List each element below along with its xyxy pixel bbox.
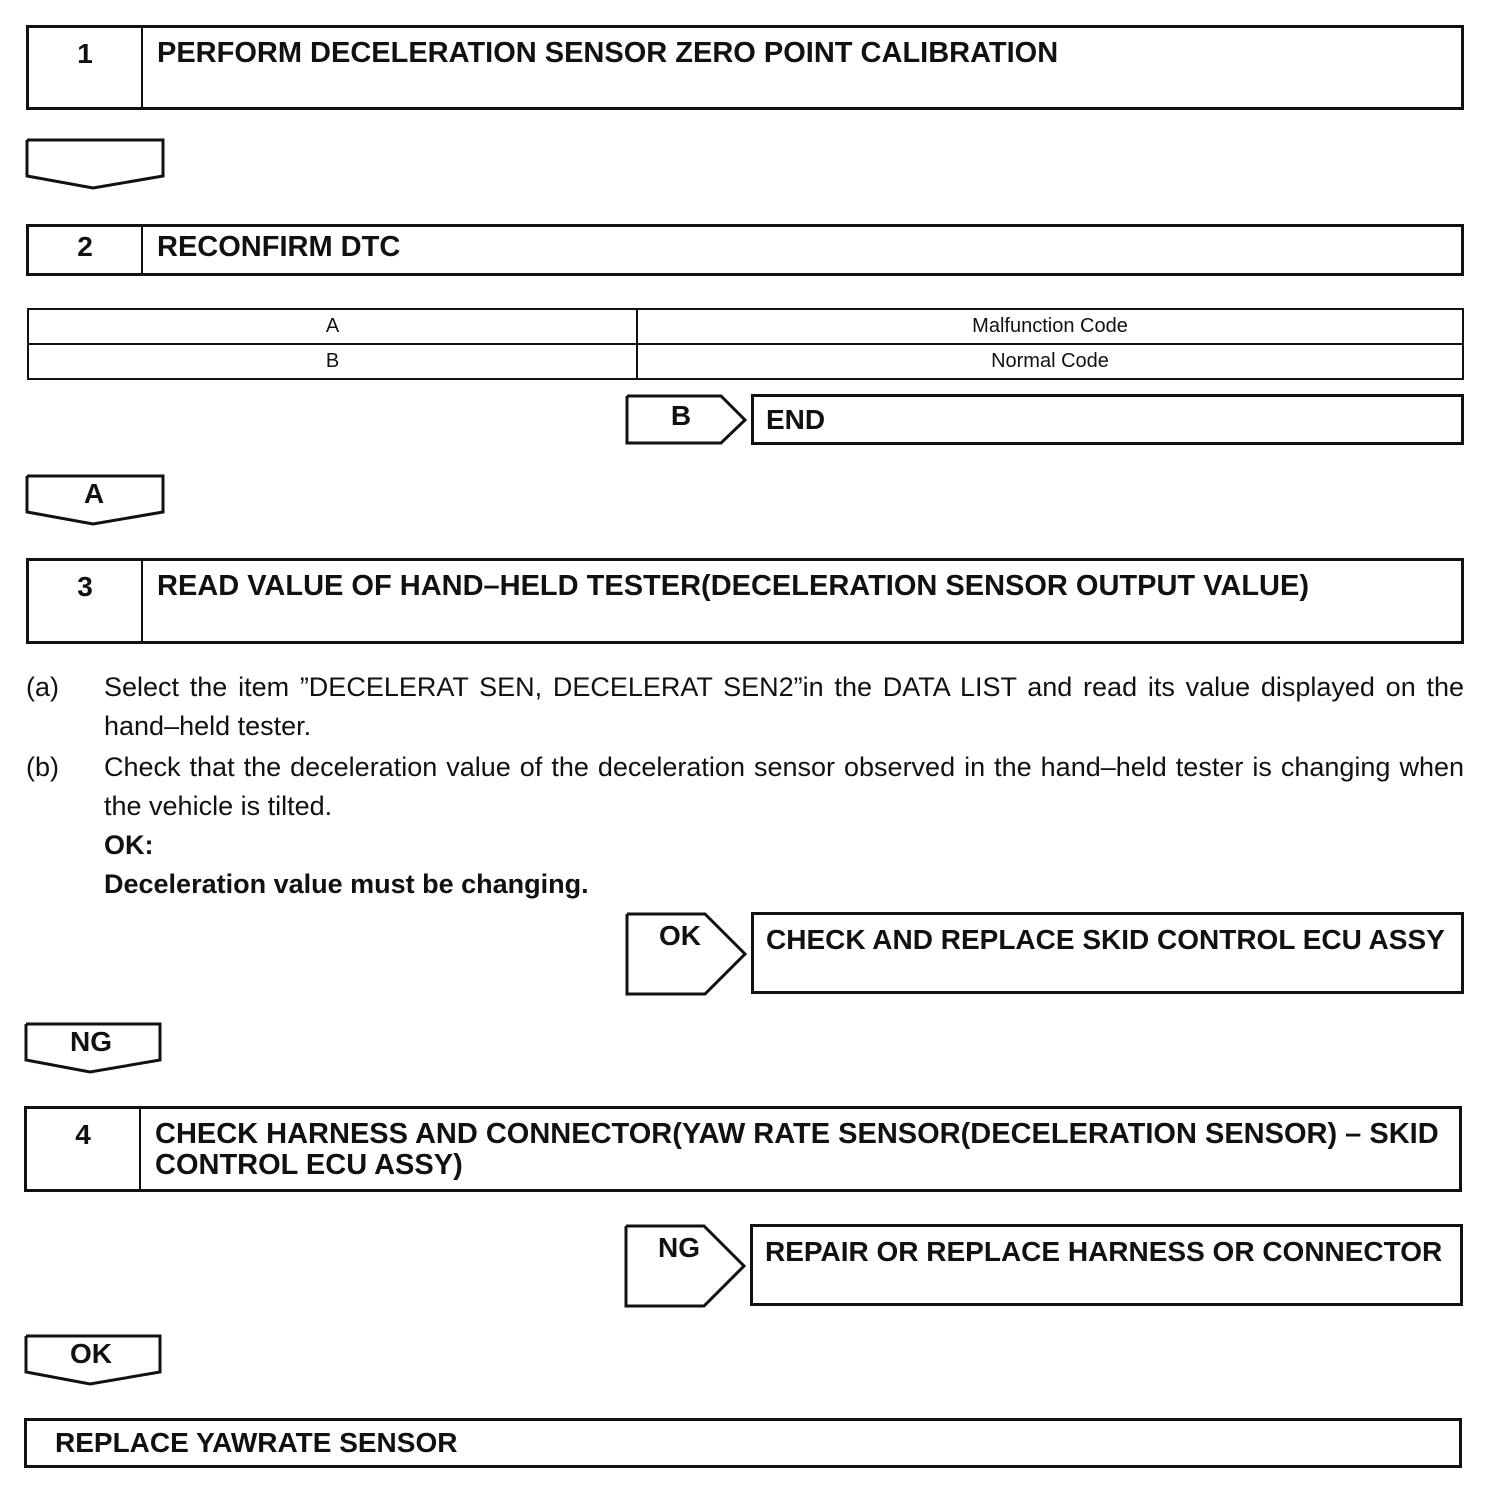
table-cell-result: B [28, 344, 637, 379]
down-arrow-icon [25, 138, 165, 192]
flow-arrow-1 [25, 138, 163, 192]
branch-ok3-tag [625, 912, 749, 994]
procedure-spacer [26, 826, 104, 865]
step-2-title: RECONFIRM DTC [157, 231, 401, 263]
branch-ng4-tag [624, 1224, 748, 1306]
branch-ok3-result-box [751, 912, 1464, 994]
branch-ok3-result: CHECK AND REPLACE SKID CONTROL ECU ASSY [766, 924, 1445, 955]
procedure-spacer [26, 865, 104, 904]
flow-arrow-ng [24, 1022, 162, 1076]
branch-ng4-label: NG [658, 1232, 700, 1263]
table-row [28, 344, 1463, 379]
flow-arrow-ok-label: OK [70, 1338, 112, 1369]
table-cell-condition: Normal Code [637, 344, 1463, 379]
procedure-step-b [26, 748, 1464, 826]
branch-b-tag [625, 394, 749, 444]
procedure-spec-row [26, 865, 1464, 904]
branch-ng4-result-box [750, 1224, 1463, 1306]
branch-b-result-box [751, 394, 1464, 445]
step-2-box [26, 224, 1464, 276]
table-cell-condition: Malfunction Code [637, 309, 1463, 344]
step-1-title: PERFORM DECELERATION SENSOR ZERO POINT CALIBRATION [157, 37, 1059, 69]
branch-b-result: END [766, 404, 826, 435]
step-1-box [26, 25, 1464, 110]
procedure-ok-spec: Deceleration value must be changing. [104, 869, 589, 899]
step-4-number: 4 [27, 1109, 141, 1189]
final-action-text: REPLACE YAWRATE SENSOR [55, 1427, 458, 1458]
flow-arrow-a [25, 474, 163, 528]
final-action-box [24, 1418, 1462, 1468]
procedure-ok-label: OK: [104, 830, 154, 860]
step-1-number: 1 [29, 28, 143, 107]
procedure-step-a-label: (a) [26, 672, 59, 702]
flow-arrow-a-label: A [83, 478, 105, 509]
step-2-number: 2 [29, 227, 143, 273]
step-3-box [26, 558, 1464, 644]
branch-b-label: B [670, 400, 692, 431]
step-4-box [24, 1106, 1462, 1192]
procedure-step-a [26, 668, 1464, 746]
branch-ok3-label: OK [659, 920, 701, 951]
procedure-step-b-text: Check that the deceleration value of the deceleration sensor observed in the hand–held tester is changing when the vehicle is tilted. [104, 752, 1464, 821]
procedure-step-a-text: Select the item ”DECELERAT SEN, DECELERAT SEN2”in the DATA LIST and read its value displayed on the hand–held tester. [104, 672, 1464, 741]
flow-arrow-ok [24, 1334, 162, 1388]
procedure-block [26, 668, 1464, 904]
table-cell-result: A [28, 309, 637, 344]
flow-arrow-ng-label: NG [70, 1026, 112, 1057]
step-3-number: 3 [29, 561, 143, 641]
procedure-step-b-label: (b) [26, 752, 59, 782]
dtc-result-table [27, 308, 1464, 380]
step-4-title: CHECK HARNESS AND CONNECTOR(YAW RATE SENSOR(DECELERATION SENSOR) – SKID CONTROL ECU ASSY) [155, 1118, 1439, 1181]
branch-ng4-result: REPAIR OR REPLACE HARNESS OR CONNECTOR [765, 1236, 1443, 1267]
step-3-title: READ VALUE OF HAND–HELD TESTER(DECELERATION SENSOR OUTPUT VALUE) [157, 570, 1309, 602]
procedure-ok-row [26, 826, 1464, 865]
table-row [28, 309, 1463, 344]
